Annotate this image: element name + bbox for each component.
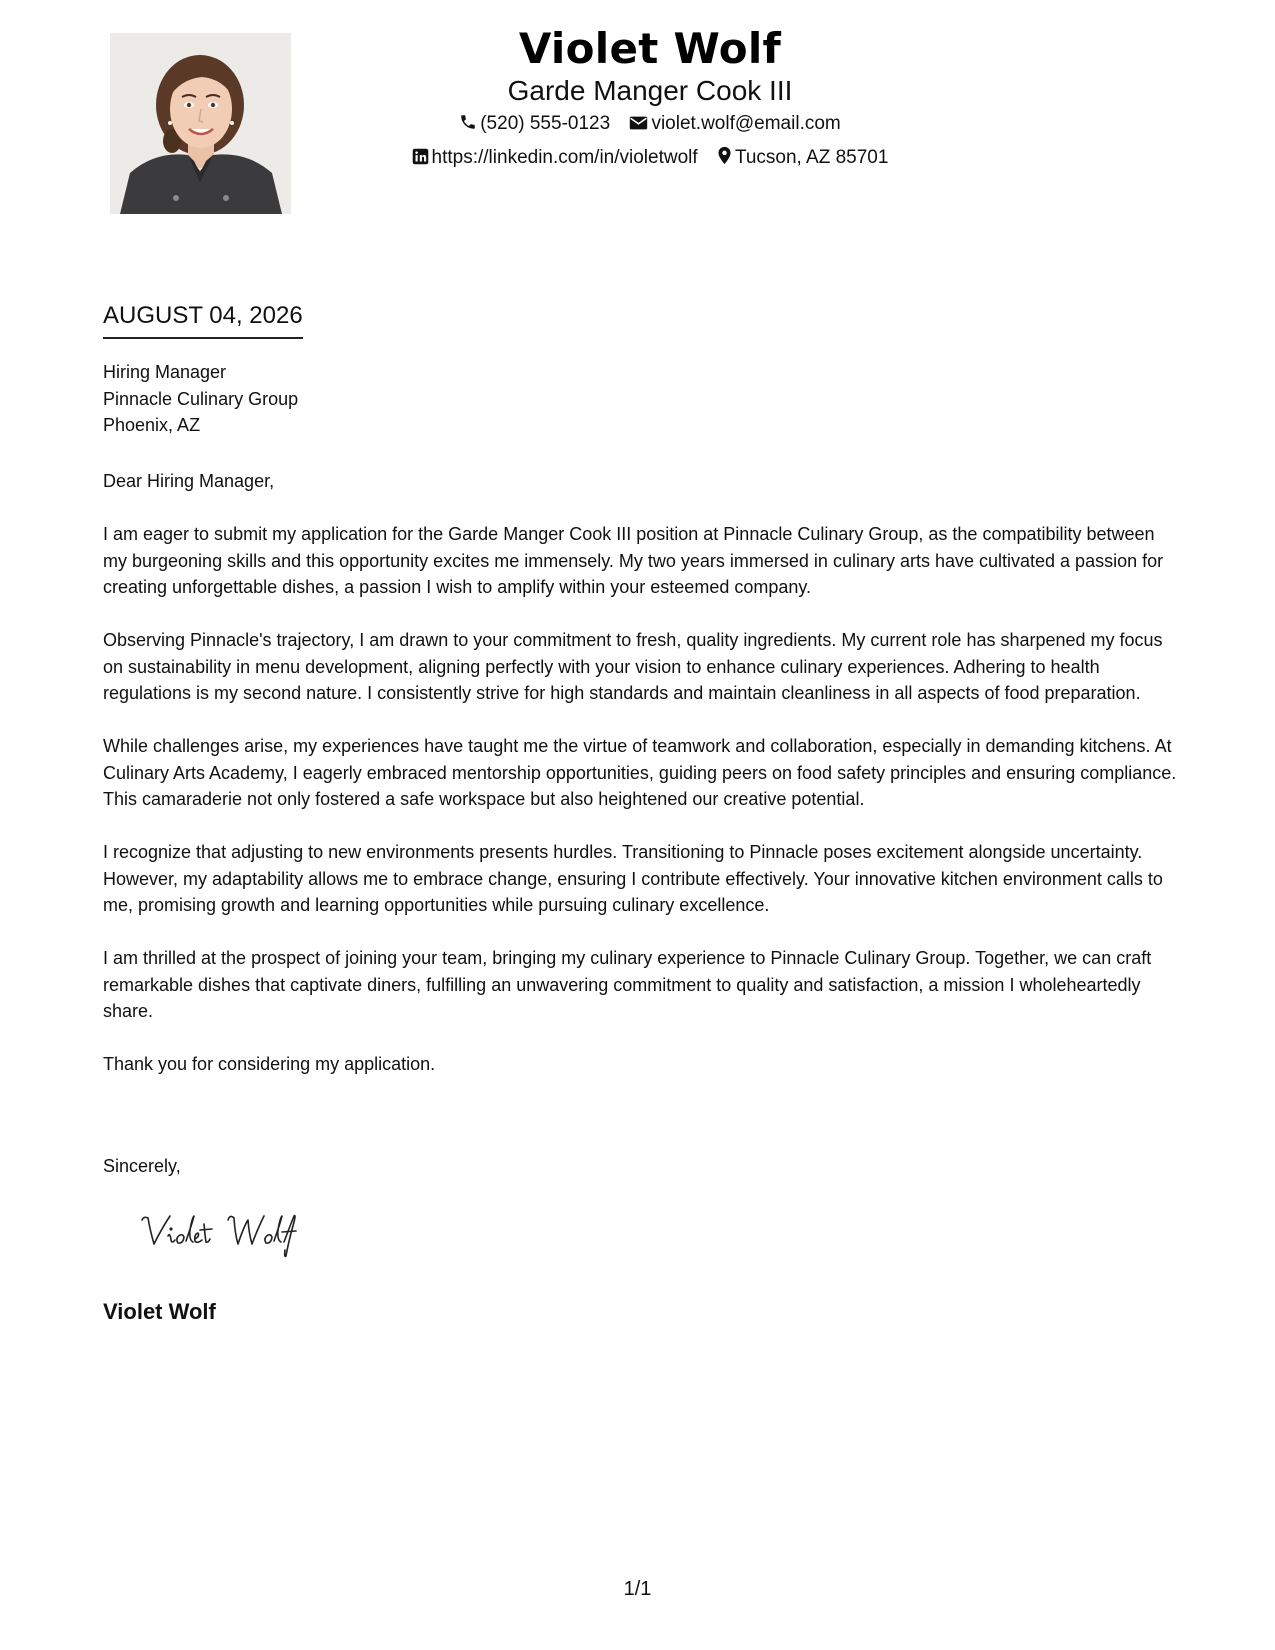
recipient-city: Phoenix, AZ (103, 415, 201, 435)
page-number: 1/1 (623, 1578, 652, 1600)
profile-photo (110, 33, 291, 214)
email-link[interactable]: violet.wolf@email.com (651, 113, 841, 134)
body-paragraph: Observing Pinnacle's trajectory, I am drawn to your commitment to fresh, quality ingredients. My current role has sharpened my focus on sustainability in menu development, aligning perfectly with your vision to enhance culinary experiences. Adhering to health regulations is my second nature. I consistently strive for high standards and maintain cleanliness in all aspects of food preparation. (103, 630, 1163, 703)
body-paragraph: I am eager to submit my application for the Garde Manger Cook III position at Pinnacle Culinary Group, as the compatibility between my burgeoning skills and this opportunity excites me immensely. My two years immersed in culinary arts have cultivated a passion for creating unforgettable dishes, a passion I wish to amplify within your esteemed company. (103, 524, 1164, 597)
location-text: Tucson, AZ 85701 (734, 147, 889, 168)
contact-row-secondary (300, 142, 1000, 176)
map-pin-icon (717, 144, 732, 176)
phone-icon (459, 110, 477, 142)
letter-body (103, 468, 1178, 1104)
portrait-illustration (110, 33, 291, 214)
body-paragraph: While challenges arise, my experiences have taught me the virtue of teamwork and collaboration, especially in demanding kitchens. At Culinary Arts Academy, I eagerly embraced mentorship opportunities, guiding peers on food safety principles and ensuring compliance. This camaraderie not only fostered a safe workspace but also heightened our creative potential. (103, 736, 1177, 809)
valediction: Sincerely, (103, 1156, 181, 1176)
envelope-icon (629, 110, 648, 142)
recipient-name: Hiring Manager (103, 362, 227, 382)
body-paragraph: I am thrilled at the prospect of joining your team, bringing my culinary experience to Pinnacle Culinary Group. Together, we can craft remarkable dishes that captivate diners, fulfilling an unwavering commitment to quality and satisfaction, a mission I wholeheartedly share. (103, 948, 1152, 1021)
header (300, 22, 1000, 176)
contact-location (717, 142, 889, 176)
letter-date: AUGUST 04, 2026 (103, 300, 303, 339)
body-paragraph: I recognize that adjusting to new environments presents hurdles. Transitioning to Pinnacle poses excitement alongside uncertainty. However, my adaptability allows me to embrace change, ensuring I contribute effectively. Your innovative kitchen environment calls to me, promising growth and learning opportunities while pursuing culinary excellence. (103, 842, 1163, 915)
recipient-block (103, 359, 298, 439)
contact-phone (459, 108, 610, 142)
thanks-line: Thank you for considering my application. (103, 1054, 436, 1074)
signer-name: Violet Wolf (103, 1299, 216, 1324)
contact-email (629, 108, 840, 142)
salutation: Dear Hiring Manager, (103, 471, 275, 491)
recipient-company: Pinnacle Culinary Group (103, 388, 299, 409)
contact-linkedin (412, 142, 698, 176)
linkedin-link[interactable]: https://linkedin.com/in/violetwolf (431, 147, 698, 168)
phone-text[interactable]: (520) 555-0123 (480, 113, 611, 134)
job-title: Garde Manger Cook III (507, 75, 793, 106)
contact-row-primary (300, 108, 1000, 142)
signature-image (140, 1210, 330, 1260)
applicant-name: Violet Wolf (518, 24, 782, 73)
linkedin-icon (412, 144, 429, 176)
